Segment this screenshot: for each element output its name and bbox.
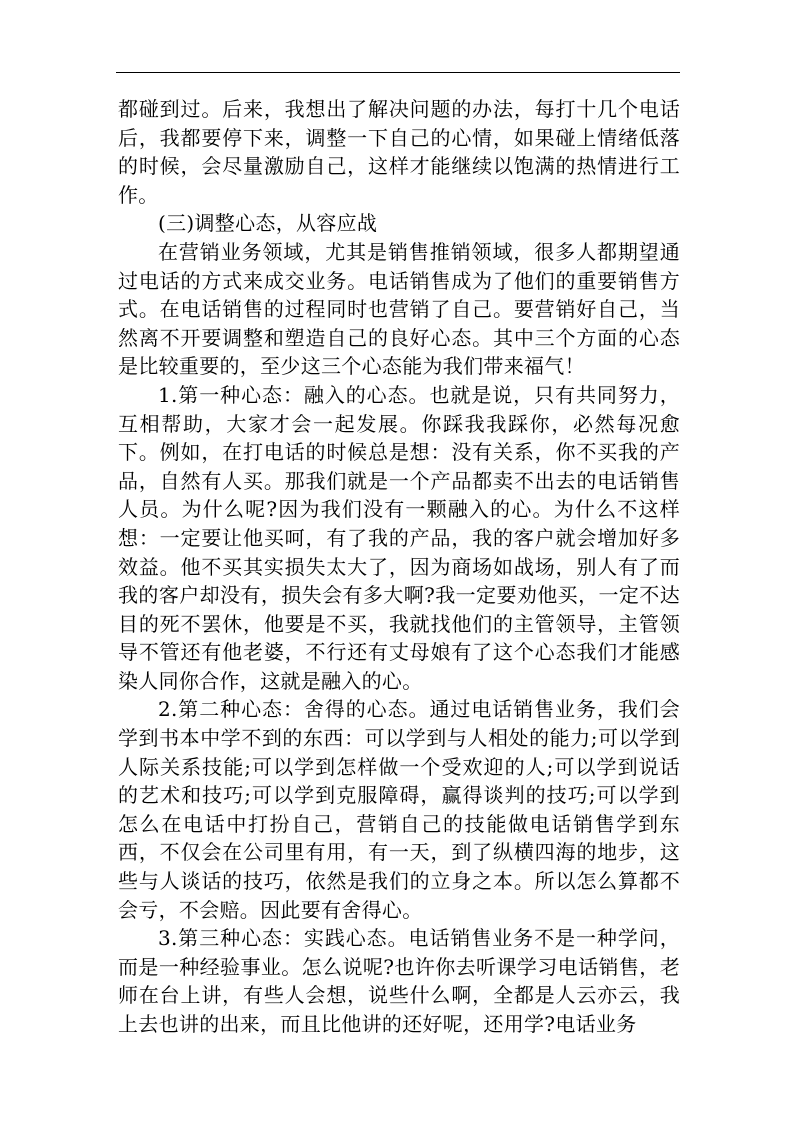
paragraph-intro: 在营销业务领域，尤其是销售推销领域，很多人都期望通过电话的方式来成交业务。电话销售成为了他们的重要销售方式。在电话销售的过程同时也营销了自己。要营销好自己，当然离不开要调整和塑造自己的良好心态。其中三个方面的心态是比较重要的，至少这三个心态能为我们带来福气！ — [118, 239, 680, 379]
section-heading: (三)调整心态，从容应战 — [158, 211, 378, 236]
paragraph-mindset-1: 1.第一种心态：融入的心态。也就是说，只有共同努力，互相帮助，大家才会一起发展。你踩我我踩你，必然每况愈下。例如，在打电话的时候总是想：没有关系，你不买我的产品，自然有人买。那我们就是一个产品都卖不出去的电话销售人员。为什么呢?因为我们没有一颗融入的心。为什么不这样想：一定要让他买呵，有了我的产品，我的客户就会增加好多效益。他不买其实损失太大了，因为商场如战场，别人有了而我的客户却没有，损失会有多大啊?我一定要劝他买，一定不达目的死不罢休，他要是不买，我就找他们的主管领导，主管领导不管还有他老婆，不行还有丈母娘有了这个心态我们才能感染人同你合作，这就是融入的心。 — [118, 382, 680, 693]
header-rule — [116, 72, 680, 73]
document-body — [118, 95, 680, 1039]
paragraph-mindset-3: 3.第三种心态：实践心态。电话销售业务不是一种学问，而是一种经验事业。怎么说呢?也许你去听课学习电话销售，老师在台上讲，有些人会想，说些什么啊，全都是人云亦云，我上去也讲的出来，而且比他讲的还好呢，还用学?电话业务 — [118, 926, 680, 1036]
paragraph-continuation: 都碰到过。后来，我想出了解决问题的办法，每打十几个电话后，我都要停下来，调整一下自己的心情，如果碰上情绪低落的时候，会尽量激励自己，这样才能继续以饱满的热情进行工作。 — [118, 97, 680, 207]
paragraph-mindset-2: 2.第二种心态：舍得的心态。通过电话销售业务，我们会学到书本中学不到的东西：可以学到与人相处的能力;可以学到人际关系技能;可以学到怎样做一个受欢迎的人;可以学到说话的艺术和技巧;可以学到克服障碍，赢得谈判的技巧;可以学到怎么在电话中打扮自己，营销自己的技能做电话销售学到东西，不仅会在公司里有用，有一天，到了纵横四海的地步，这些与人谈话的技巧，依然是我们的立身之本。所以怎么算都不会亏，不会赔。因此要有舍得心。 — [118, 697, 680, 922]
